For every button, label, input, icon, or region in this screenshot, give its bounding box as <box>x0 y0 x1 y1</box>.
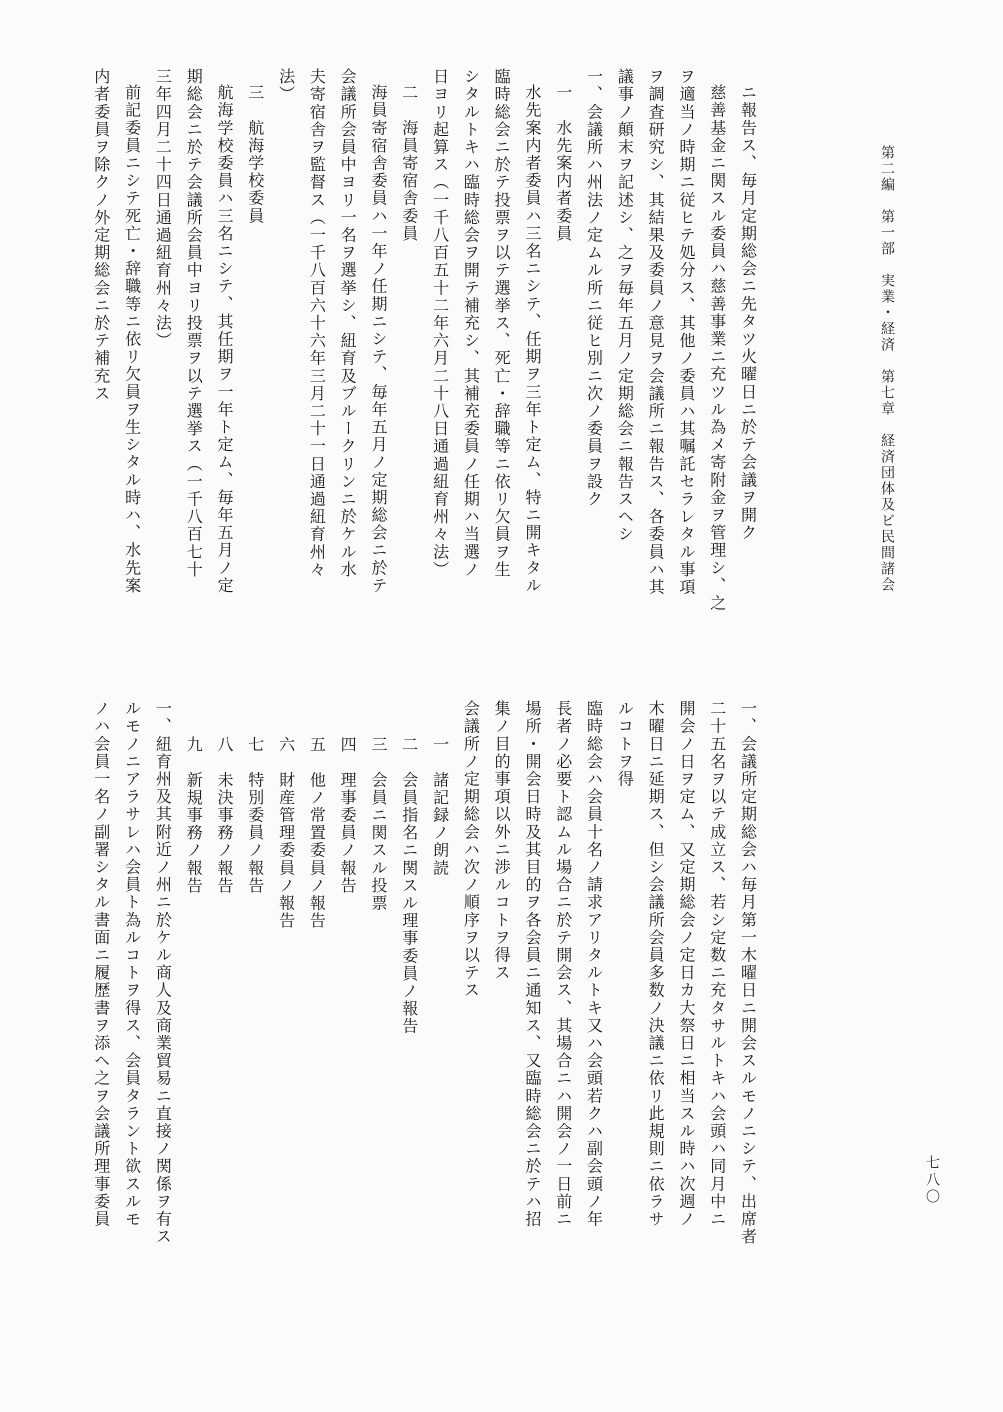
text-column: 内者委員ヲ除クノ外定期総会ニ於テ補充ス <box>91 68 111 403</box>
text-column: 木曜日ニ延期ス、但シ会議所会員多数ノ決議ニ依リ此規則ニ依ラサ <box>646 700 666 1228</box>
text-column: ノハ会員一名ノ副署シタル書面ニ履歴書ヲ添ヘ之ヲ会議所理事委員 <box>91 700 111 1228</box>
running-head: 第二編 第一部 実業・経済 第七章 経済団体及ビ民間諸会 <box>879 145 895 593</box>
text-column: ニ報告ス、毎月定期総会ニ先タツ火曜日ニ於テ会議ヲ開ク <box>738 84 758 542</box>
text-column: 前記委員ニシテ死亡・辞職等ニ依リ欠員ヲ生シタル時ハ、水先案 <box>122 84 142 595</box>
text-column: 三 航海学校委員 <box>245 84 265 225</box>
text-column: 二十五名ヲ以テ成立ス、若シ定数ニ充タサルトキハ会頭ハ同月中ニ <box>707 700 727 1228</box>
text-column: 一、紐育州及其附近ノ州ニ於ケル商人及商業貿易ニ直接ノ関係ヲ有ス <box>153 700 173 1246</box>
text-column: 日ヨリ起算ス（一千八百五十二年六月二十八日通過紐育州々法） <box>430 68 450 579</box>
text-column: ヲ調査研究シ、其結果及委員ノ意見ヲ会議所ニ報告ス、各委員ハ其 <box>646 68 666 596</box>
text-column: 長者ノ必要ト認ムル場合ニ於テ開会ス、其場合ニハ開会ノ一日前ニ <box>553 700 573 1228</box>
text-column: 航海学校委員ハ三名ニシテ、其任期ヲ一年ト定ム、毎年五月ノ定 <box>214 84 234 595</box>
text-column: 海員寄宿舎委員ハ一年ノ任期ニシテ、毎年五月ノ定期総会ニ於テ <box>368 84 388 595</box>
text-column: ルコトヲ得 <box>615 700 635 788</box>
text-column: 九 新規事務ノ報告 <box>184 736 204 895</box>
text-column: 水先案内者委員ハ三名ニシテ、任期ヲ三年ト定ム、特ニ開キタル <box>522 84 542 595</box>
text-column: シタルトキハ臨時総会ヲ開テ補充シ、其補充委員ノ任期ハ当選ノ <box>461 68 481 579</box>
text-column: 一、会議所定期総会ハ毎月第一木曜日ニ開会スルモノニシテ、出席者 <box>738 700 758 1246</box>
page-number: 七八〇 <box>924 1155 940 1206</box>
text-column: 期総会ニ於テ会議所会員中ヨリ投票ヲ以テ選挙ス（一千八百七十 <box>184 68 204 579</box>
text-column: 五 他ノ常置委員ノ報告 <box>307 736 327 930</box>
text-column: 二 会員指名ニ関スル理事委員ノ報告 <box>399 736 419 1036</box>
text-column: 会議所会員中ヨリ一名ヲ選挙シ、紐育及ブルークリンニ於ケル水 <box>338 68 358 579</box>
text-column: ヲ適当ノ時期ニ従ヒテ処分ス、其他ノ委員ハ其嘱託セラレタル事項 <box>676 68 696 596</box>
text-column: 六 財産管理委員ノ報告 <box>276 736 296 930</box>
text-column: 会議所ノ定期総会ハ次ノ順序ヲ以テス <box>461 700 481 1000</box>
text-column: 八 未決事務ノ報告 <box>214 736 234 895</box>
text-column: 三 会員ニ関スル投票 <box>368 736 388 912</box>
text-column: 開会ノ日ヲ定ム、又定期総会ノ定日カ大祭日ニ相当スル時ハ次週ノ <box>676 700 696 1228</box>
text-column: 一 諸記録ノ朗読 <box>430 736 450 877</box>
text-column: 法） <box>276 68 296 104</box>
text-column: 七 特別委員ノ報告 <box>245 736 265 895</box>
text-column: 三年四月二十四日通過紐育州々法） <box>153 68 173 350</box>
text-column: 二 海員寄宿舎委員 <box>399 84 419 243</box>
text-column: 集ノ目的事項以外ニ渉ルコトヲ得ス <box>492 700 512 982</box>
lower-text-block <box>85 700 763 1340</box>
text-column: 四 理事委員ノ報告 <box>338 736 358 895</box>
text-column: 一 水先案内者委員 <box>553 84 573 243</box>
text-column: 場所・開会日時及其目的ヲ各会員ニ通知ス、又臨時総会ニ於テハ招 <box>522 700 542 1228</box>
text-column: 議事ノ顛末ヲ記述シ、之ヲ毎年五月ノ定期総会ニ報告スヘシ <box>615 68 635 544</box>
text-column: ルモノニアラサレハ会員ト為ルコトヲ得ス、会員タラント欲スルモ <box>122 700 142 1228</box>
text-column: 一、会議所ハ州法ノ定ムル所ニ従ヒ別ニ次ノ委員ヲ設ク <box>584 68 604 508</box>
text-column: 夫寄宿舎ヲ監督ス（一千八百六十六年三月二十一日通過紐育州々 <box>307 68 327 579</box>
text-column: 臨時総会ハ会員十名ノ請求アリタルトキ又ハ会頭若クハ副会頭ノ年 <box>584 700 604 1228</box>
text-column: 臨時総会ニ於テ投票ヲ以テ選挙ス、死亡・辞職等ニ依リ欠員ヲ生 <box>492 68 512 579</box>
text-column: 慈善基金ニ関スル委員ハ慈善事業ニ充ツル為メ寄附金ヲ管理シ、之 <box>707 84 727 612</box>
upper-text-block <box>85 68 763 668</box>
